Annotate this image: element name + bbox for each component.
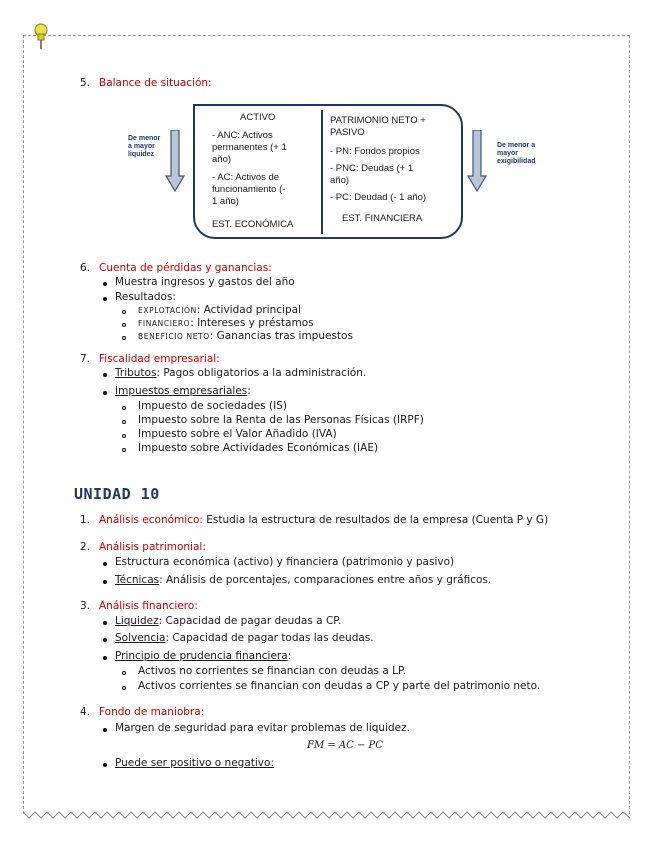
section-title-u1: Análisis económico: (99, 514, 203, 526)
sub-bullet (122, 448, 126, 452)
left-note (128, 135, 160, 159)
list-number: 3. (80, 600, 91, 612)
sub-item (138, 330, 353, 342)
term-liquidez: Liquidez (115, 615, 159, 627)
activo-title: ACTIVO (240, 112, 276, 123)
pasivo-lines (330, 146, 426, 204)
sub-bullet (122, 420, 126, 424)
activo-line: permanentes (+ 1 (212, 142, 287, 153)
list-number: 7. (80, 353, 91, 365)
sub-item: Impuesto sobre el Valor Añadido (IVA) (138, 428, 337, 440)
sub-item-text: : Intereses y préstamos (190, 317, 314, 329)
list-number: 2. (80, 541, 91, 553)
term-text: : (247, 385, 251, 397)
right-note (497, 142, 536, 166)
list-item (115, 574, 491, 586)
activo-line: funcionamiento (- (212, 184, 286, 195)
pushpin-icon (30, 22, 52, 50)
term-text: : Pagos obligatorios a la administración. (156, 367, 367, 379)
sub-item-label: EXPLOTACIÓN (138, 306, 197, 315)
sub-item (138, 317, 314, 329)
bullet (103, 638, 107, 642)
unit-heading: UNIDAD 10 (74, 485, 160, 503)
list-item: Resultados: (115, 291, 176, 303)
right-note-line: exigibilidad (497, 158, 536, 165)
sub-item-text: : Ganancias tras impuestos (209, 330, 353, 342)
list-item: Muestra ingresos y gastos del año (115, 276, 295, 288)
term-text: : Capacidad de pagar deudas a CP. (158, 615, 342, 627)
section-title-fiscal: Fiscalidad empresarial: (99, 353, 220, 365)
formula: FM = AC − PC (307, 740, 383, 751)
sub-item: Activos corrientes se financian con deudas a CP y parte del patrimonio neto. (138, 680, 541, 692)
sub-bullet (122, 336, 126, 340)
down-arrow-icon (165, 130, 185, 192)
pasivo-line: - PC: Deudad (- 1 año) (330, 192, 427, 203)
section-title-u3: Análisis financiero: (99, 600, 198, 612)
bullet (103, 580, 107, 584)
left-note-line: De menor (128, 135, 161, 142)
list-item (115, 385, 251, 397)
u1-text: Estudia la estructura de resultados de la empresa (Cuenta P y G) (202, 514, 549, 526)
bullet (103, 621, 107, 625)
list-item: Puede ser positivo o negativo: (115, 757, 274, 769)
term-text: : (287, 650, 292, 662)
bullet (103, 656, 107, 660)
bullet (103, 562, 107, 566)
term-tributos: Tributos (115, 367, 157, 379)
activo-line: año) (212, 154, 232, 165)
sub-item: Impuesto sobre la Renta de las Personas Físicas (IRPF) (138, 414, 424, 426)
sub-bullet (122, 406, 126, 410)
sub-item: Activos no corrientes se financian con deudas a LP. (138, 665, 407, 677)
left-note-line: liquidez (128, 151, 155, 158)
torn-edge-decoration (23, 808, 630, 822)
list-item (115, 367, 366, 379)
bullet (103, 728, 107, 732)
sub-item (138, 304, 301, 316)
sub-item: Impuesto sobre Actividades Económicas (IAE) (138, 442, 379, 454)
activo-footer: EST. ECONÓMICA (212, 219, 294, 230)
list-number: 5. (80, 77, 91, 89)
sub-bullet (122, 434, 126, 438)
pasivo-line: - PN: Fondos propios (330, 146, 420, 157)
pasivo-title-line: PATRIMONIO NETO + (330, 115, 426, 126)
sub-item-label: BENEFICIO NETO (138, 332, 210, 341)
bullet (103, 763, 107, 767)
list-number: 6. (80, 262, 91, 274)
right-note-line: mayor (497, 150, 519, 157)
bullet (103, 282, 107, 286)
bullet (103, 373, 107, 377)
down-arrow-icon (467, 130, 487, 192)
pasivo-title-line: PASIVO (330, 127, 365, 138)
list-item (115, 632, 374, 644)
term-text: : Capacidad de pagar todas las deudas. (165, 632, 374, 644)
section-title-pyg: Cuenta de pérdidas y ganancias: (99, 262, 272, 274)
activo-line: - AC: Activos de (212, 172, 280, 183)
term-text: : Análisis de porcentajes, comparaciones entre años y gráficos. (159, 574, 492, 586)
activo-line: - ANC: Activos (212, 130, 273, 141)
sub-item-label: FINANCIERO (138, 319, 191, 328)
list-item: Margen de seguridad para evitar problemas de liquidez. (115, 722, 410, 734)
list-item (115, 615, 341, 627)
activo-line: 1 año) (212, 196, 239, 207)
pasivo-line: año) (330, 175, 350, 186)
sub-item: Impuesto de sociedades (IS) (138, 400, 287, 412)
term-prudencia: Principio de prudencia financiera (115, 650, 288, 662)
bullet (103, 297, 107, 301)
activo-lines (212, 130, 287, 208)
bullet (103, 391, 107, 395)
pasivo-title (330, 115, 426, 139)
pasivo-footer: EST. FINANCIERA (342, 213, 423, 224)
sub-item-text: : Actividad principal (196, 304, 301, 316)
balance-divider (321, 110, 323, 234)
left-note-line: a mayor (128, 143, 155, 150)
section-title-balance: Balance de situación: (99, 77, 212, 89)
term-tecnicas: Técnicas (115, 574, 160, 586)
pasivo-line: - PNC: Deudas (+ 1 (330, 163, 414, 174)
u1-line (99, 514, 548, 526)
sub-bullet (122, 671, 126, 675)
sub-bullet (122, 686, 126, 690)
sub-bullet (122, 310, 126, 314)
list-item (115, 650, 291, 662)
list-number: 1. (80, 514, 91, 526)
section-title-u2: Análisis patrimonial: (99, 541, 206, 553)
list-item: Estructura económica (activo) y financiera (patrimonio y pasivo) (115, 556, 455, 568)
right-note-line: De menor a (497, 142, 536, 149)
list-number: 4. (80, 706, 91, 718)
term-impuestos: Impuestos empresariales (115, 385, 248, 397)
term-solvencia: Solvencia (115, 632, 166, 644)
sub-bullet (122, 323, 126, 327)
section-title-u4: Fondo de maniobra: (99, 706, 205, 718)
